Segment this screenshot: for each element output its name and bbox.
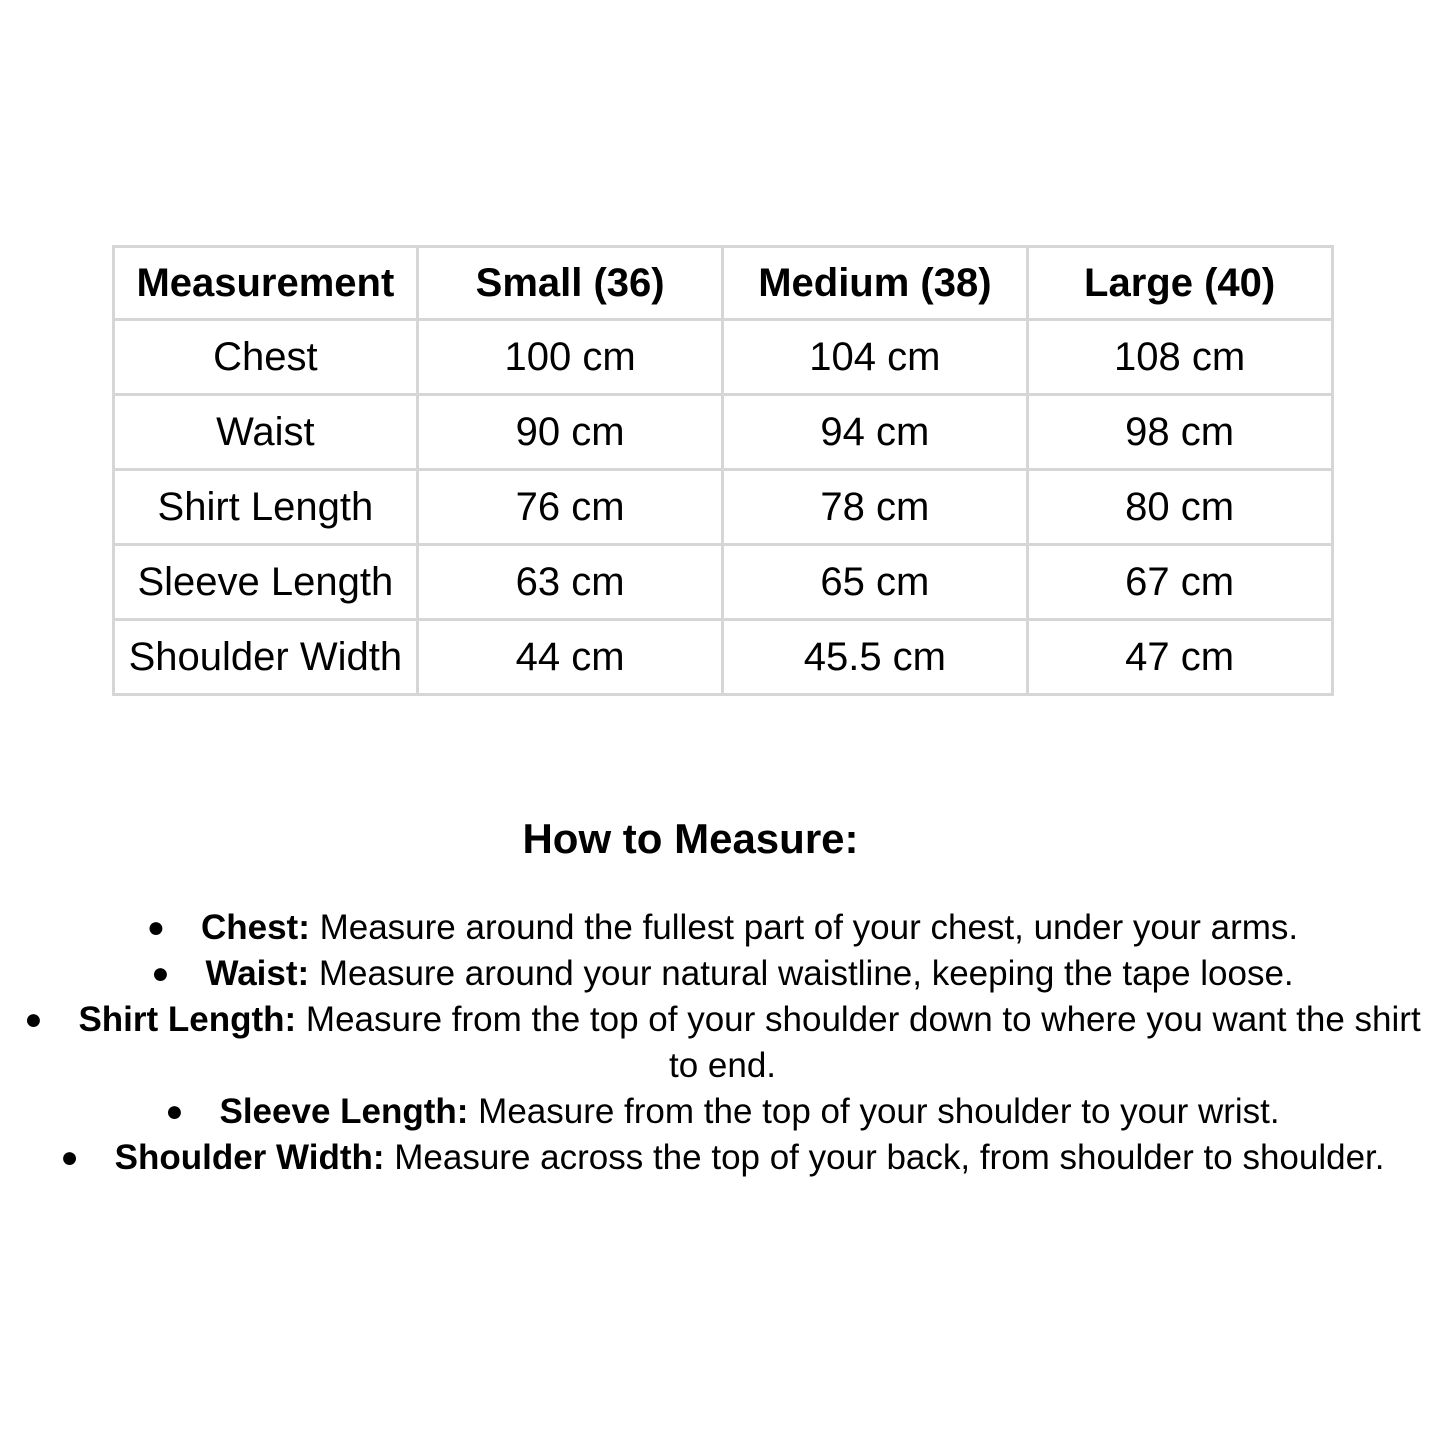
- bullet-icon: ●: [24, 1003, 43, 1036]
- bullet-icon: ●: [151, 957, 170, 990]
- list-item-label: Chest:: [200, 908, 310, 947]
- size-table: [112, 245, 1334, 696]
- list-item-label: Shirt Length:: [78, 1000, 297, 1039]
- row-label: Waist: [113, 395, 418, 470]
- measurement-value: 44 cm: [418, 620, 723, 695]
- list-item-text: Measure around the fullest part of your chest, under your arms.: [309, 908, 1299, 947]
- list-item: [0, 951, 1445, 997]
- column-header: Small (36): [418, 247, 723, 320]
- table-row: [113, 470, 1332, 545]
- bullet-icon: ●: [146, 911, 165, 944]
- measurement-value: 63 cm: [418, 545, 723, 620]
- how-to-measure-heading: How to Measure:: [522, 815, 859, 862]
- list-item-label: Waist:: [205, 954, 310, 993]
- how-to-measure-list: [0, 905, 1445, 1181]
- list-item-text: Measure around your natural waistline, keeping the tape loose.: [309, 954, 1294, 993]
- bullet-icon: ●: [165, 1095, 184, 1128]
- measurement-value: 104 cm: [723, 320, 1028, 395]
- column-header: Medium (38): [723, 247, 1028, 320]
- measurement-value: 108 cm: [1027, 320, 1332, 395]
- measurement-value: 98 cm: [1027, 395, 1332, 470]
- measurement-value: 94 cm: [723, 395, 1028, 470]
- row-label: Chest: [113, 320, 418, 395]
- measurement-value: 90 cm: [418, 395, 723, 470]
- table-row: [113, 620, 1332, 695]
- column-header: Measurement: [113, 247, 418, 320]
- measurement-value: 76 cm: [418, 470, 723, 545]
- measurement-value: 67 cm: [1027, 545, 1332, 620]
- row-label: Shoulder Width: [113, 620, 418, 695]
- measurement-value: 78 cm: [723, 470, 1028, 545]
- header-row: [113, 247, 1332, 320]
- list-item-text: Measure from the top of your shoulder to your wrist.: [468, 1092, 1280, 1131]
- size-table-header: [113, 247, 1332, 320]
- list-item-label: Sleeve Length:: [219, 1092, 469, 1131]
- table-row: [113, 395, 1332, 470]
- measurement-value: 80 cm: [1027, 470, 1332, 545]
- size-table-body: [113, 320, 1332, 695]
- measurement-value: 100 cm: [418, 320, 723, 395]
- list-item-text: Measure across the top of your back, from shoulder to shoulder.: [384, 1138, 1385, 1177]
- column-header: Large (40): [1027, 247, 1332, 320]
- list-item: [0, 905, 1445, 951]
- table-row: [113, 320, 1332, 395]
- measurement-value: 65 cm: [723, 545, 1028, 620]
- list-item: [0, 1135, 1445, 1181]
- row-label: Shirt Length: [113, 470, 418, 545]
- row-label: Sleeve Length: [113, 545, 418, 620]
- measurement-value: 45.5 cm: [723, 620, 1028, 695]
- list-item: [0, 997, 1445, 1089]
- list-item-label: Shoulder Width:: [114, 1138, 385, 1177]
- table-row: [113, 545, 1332, 620]
- list-item-text: Measure from the top of your shoulder down to where you want the shirt to end.: [296, 1000, 1421, 1085]
- measurement-value: 47 cm: [1027, 620, 1332, 695]
- size-table-container: [112, 245, 1334, 696]
- list-item: [0, 1089, 1445, 1135]
- bullet-icon: ●: [60, 1141, 79, 1174]
